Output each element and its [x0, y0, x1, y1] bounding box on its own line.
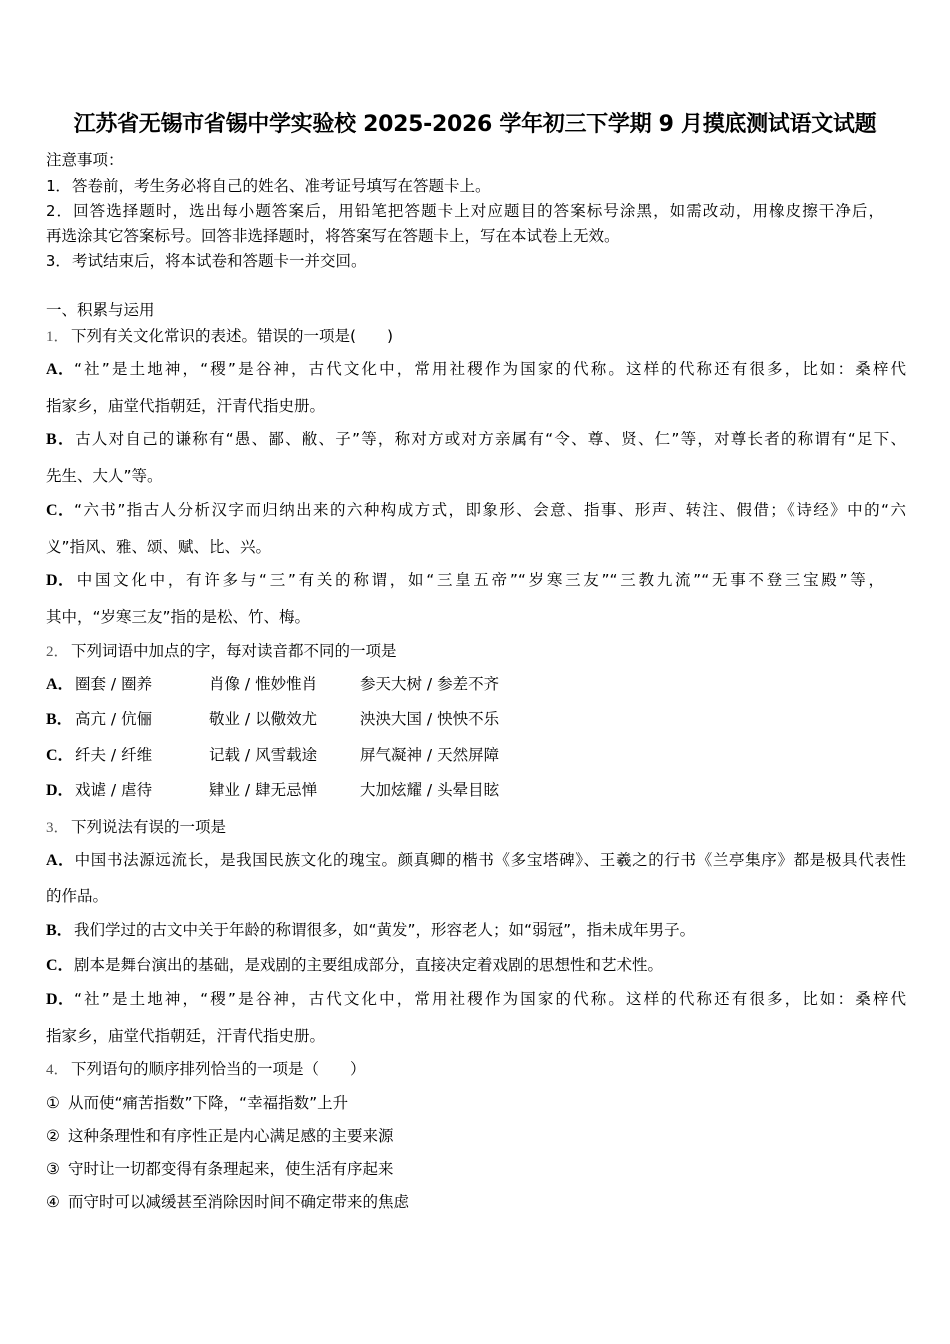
question-1-option-c-continued: 义”指风、雅、颂、赋、比、兴。	[46, 538, 272, 556]
sentence-marker: ③	[46, 1160, 60, 1178]
option-letter: D．	[46, 572, 74, 589]
option-letter: B．	[46, 922, 73, 939]
sentence-4	[46, 1191, 409, 1213]
sentence-2	[46, 1125, 394, 1147]
question-2-stem	[46, 640, 397, 662]
question-3-option-d	[46, 988, 906, 1010]
sentence-3	[46, 1158, 394, 1180]
word-pair: 纤夫 / 纤维	[75, 746, 153, 764]
word-pair: 戏谑 / 虐待	[75, 781, 153, 799]
note-number: 3．	[46, 252, 71, 270]
question-3-option-c	[46, 954, 663, 976]
question-3-option-a	[46, 849, 906, 871]
word-pair: 记载 / 风雪载途	[209, 746, 318, 764]
question-3-stem	[46, 816, 226, 838]
sentence-text: 这种条理性和有序性正是内心满足感的主要来源	[68, 1127, 394, 1145]
note-text: 回答选择题时，选出每小题答案后，用铅笔把答题卡上对应题目的答案标号涂黑，如需改动，用橡皮擦干净后，	[72, 202, 884, 220]
word-pair: 屏气凝神 / 天然屏障	[360, 746, 500, 764]
question-text: 下列词语中加点的字，每对读音都不同的一项是	[71, 642, 397, 660]
option-letter: C．	[46, 747, 74, 764]
question-2-option-a	[46, 673, 526, 695]
option-letter: A．	[46, 361, 74, 378]
sentence-marker: ②	[46, 1127, 60, 1145]
option-letter: C．	[46, 502, 74, 519]
sentence-text: 而守时可以减缓甚至消除因时间不确定带来的焦虑	[68, 1193, 410, 1211]
option-text: “六书”指古人分析汉字而归纳出来的六种构成方式，即象形、会意、指事、形声、转注、假借；《诗经》中的“六	[74, 501, 906, 519]
note-number: 1．	[46, 177, 71, 195]
note-text: 答卷前，考生务必将自己的姓名、准考证号填写在答题卡上。	[72, 177, 491, 195]
option-letter: A．	[46, 676, 74, 693]
sentence-marker: ①	[46, 1094, 60, 1112]
question-3-option-a-continued: 的作品。	[46, 887, 109, 905]
question-2-option-d	[46, 779, 526, 801]
sentence-text: 守时让一切都变得有条理起来，使生活有序起来	[68, 1160, 394, 1178]
word-pair: 参天大树 / 参差不齐	[360, 675, 500, 693]
option-letter: B．	[46, 711, 73, 728]
option-text: 中国书法源远流长，是我国民族文化的瑰宝。颜真卿的楷书《多宝塔碑》、王羲之的行书《兰亭集序》都是极具代表性	[74, 851, 906, 869]
option-letter: D．	[46, 991, 74, 1008]
page-title: 江苏省无锡市省锡中学实验校 2025-2026 学年初三下学期 9 月摸底测试语文试题	[73, 112, 877, 137]
question-2-option-b	[46, 708, 526, 730]
option-letter: D．	[46, 782, 74, 799]
word-pair: 泱泱大国 / 怏怏不乐	[360, 710, 500, 728]
question-1-option-d-continued: 其中，“岁寒三友”指的是松、竹、梅。	[46, 608, 311, 626]
note-item-1	[46, 175, 491, 197]
option-text: 中国文化中，有许多与“三”有关的称谓，如“三皇五帝”“岁寒三友”“三教九流”“无事不登三宝殿”等，	[74, 571, 884, 589]
question-text: 下列有关文化常识的表述。错误的一项是( )	[71, 327, 394, 345]
option-text: 古人对自己的谦称有“愚、鄙、敝、子”等，称对方或对方亲属有“令、尊、贤、仁”等，对尊长者的称谓有“足下、	[74, 430, 906, 448]
option-text: “社”是土地神，“稷”是谷神，古代文化中，常用社稷作为国家的代称。这样的代称还有很多，比如：桑梓代	[74, 360, 906, 378]
option-text: 剧本是舞台演出的基础，是戏剧的主要组成部分，直接决定着戏剧的思想性和艺术性。	[74, 956, 664, 974]
question-text: 下列语句的顺序排列恰当的一项是（ ）	[71, 1060, 366, 1078]
note-item-2-continued: 再选涂其它答案标号。回答非选择题时，将答案写在答题卡上，写在本试卷上无效。	[46, 227, 620, 245]
word-pair: 肖像 / 惟妙惟肖	[209, 675, 318, 693]
question-4-stem	[46, 1058, 366, 1080]
question-1-option-a-continued: 指家乡，庙堂代指朝廷，汗青代指史册。	[46, 397, 326, 415]
question-1-stem	[46, 325, 393, 347]
note-item-3	[46, 250, 367, 272]
question-1-option-b	[46, 428, 906, 450]
word-pair: 高亢 / 伉俪	[75, 710, 153, 728]
question-number: 2．	[46, 644, 69, 660]
option-text: “社”是土地神，“稷”是谷神，古代文化中，常用社稷作为国家的代称。这样的代称还有很多，比如：桑梓代	[74, 990, 906, 1008]
option-text: 我们学过的古文中关于年龄的称谓很多，如“黄发”，形容老人；如“弱冠”，指未成年男子。	[74, 921, 696, 939]
sentence-text: 从而使“痛苦指数”下降，“幸福指数”上升	[68, 1094, 349, 1112]
note-item-2	[46, 200, 884, 222]
question-2-option-c	[46, 744, 526, 766]
option-letter: B．	[46, 431, 74, 448]
word-pair: 敬业 / 以儆效尤	[209, 710, 318, 728]
question-3-option-b	[46, 919, 695, 941]
question-1-option-b-continued: 先生、大人”等。	[46, 467, 163, 485]
question-1-option-c	[46, 499, 906, 521]
option-letter: A．	[46, 852, 74, 869]
question-text: 下列说法有误的一项是	[71, 818, 227, 836]
question-1-option-a	[46, 358, 906, 380]
note-text: 考试结束后，将本试卷和答题卡一并交回。	[72, 252, 367, 270]
sentence-1	[46, 1092, 348, 1114]
question-number: 1．	[46, 329, 69, 345]
question-1-option-d	[46, 569, 884, 591]
option-letter: C．	[46, 957, 74, 974]
sentence-marker: ④	[46, 1193, 60, 1211]
question-3-option-d-continued: 指家乡，庙堂代指朝廷，汗青代指史册。	[46, 1027, 326, 1045]
word-pair: 大加炫耀 / 头晕目眩	[360, 781, 500, 799]
note-number: 2．	[46, 202, 72, 220]
notes-heading: 注意事项：	[46, 151, 124, 169]
section-heading: 一、积累与运用	[46, 301, 155, 319]
word-pair: 肄业 / 肆无忌惮	[209, 781, 318, 799]
question-number: 3．	[46, 820, 69, 836]
word-pair: 圈套 / 圈养	[75, 675, 153, 693]
question-number: 4．	[46, 1062, 69, 1078]
